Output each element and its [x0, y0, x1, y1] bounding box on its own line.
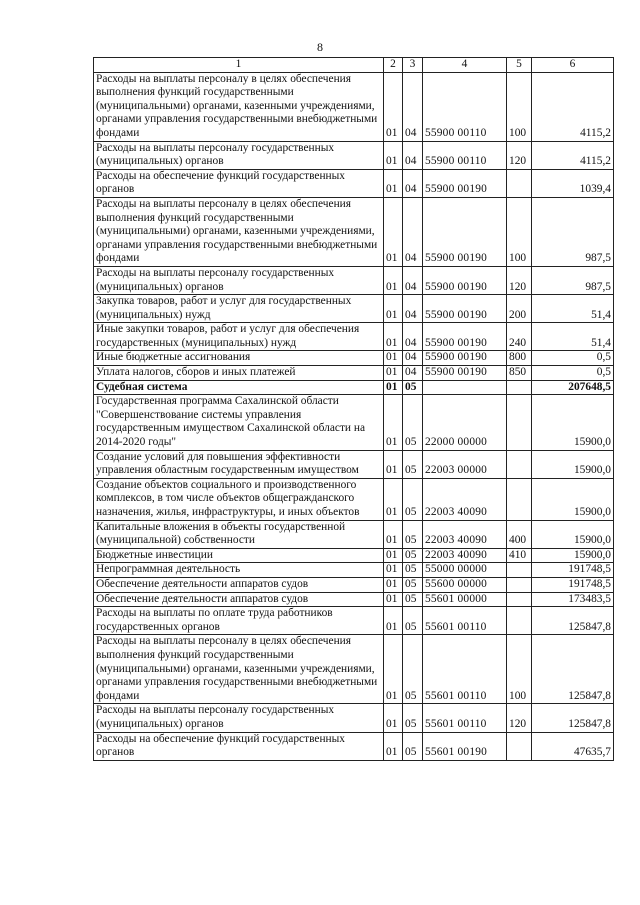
row-target-article-cell: 55601 00110: [423, 635, 507, 704]
row-expense-type-cell: 240: [507, 323, 532, 351]
row-expense-type-cell: [507, 395, 532, 450]
row-section-cell: 01: [384, 169, 403, 197]
row-expense-type-cell: [507, 450, 532, 478]
row-target-article-cell: 55601 00110: [423, 704, 507, 732]
row-name-cell: Создание объектов социального и производственного комплексов, в том числе объектов общегражданского назначения, жилья, инфраструктуры, и иных объектов: [94, 478, 384, 520]
row-section-cell: 01: [384, 577, 403, 592]
row-name-cell: Создание условий для повышения эффективности управления областным государственным имуществом: [94, 450, 384, 478]
table-row: [94, 72, 614, 141]
row-subsection-cell: 04: [403, 295, 423, 323]
column-header-name: 1: [94, 58, 384, 73]
row-expense-type-cell: 120: [507, 704, 532, 732]
row-expense-type-cell: 120: [507, 266, 532, 294]
row-subsection-cell: 05: [403, 577, 423, 592]
row-target-article-cell: 55900 00190: [423, 351, 507, 366]
table-row: [94, 351, 614, 366]
row-section-cell: 01: [384, 395, 403, 450]
row-subsection-cell: 05: [403, 395, 423, 450]
row-expense-type-cell: 100: [507, 635, 532, 704]
row-section-cell: 01: [384, 141, 403, 169]
column-header-expense-type: 5: [507, 58, 532, 73]
table-header-row: [94, 58, 614, 73]
row-section-cell: 01: [384, 351, 403, 366]
table-row: [94, 366, 614, 381]
row-name-cell: Бюджетные инвестиции: [94, 548, 384, 563]
row-target-article-cell: 55601 00110: [423, 607, 507, 635]
row-amount-cell: 51,4: [532, 323, 614, 351]
row-section-cell: 01: [384, 450, 403, 478]
row-expense-type-cell: 120: [507, 141, 532, 169]
row-target-article-cell: 22003 40090: [423, 520, 507, 548]
row-name-cell: Расходы на обеспечение функций государственных органов: [94, 732, 384, 760]
table-row: [94, 704, 614, 732]
row-section-cell: 01: [384, 520, 403, 548]
row-section-cell: 01: [384, 266, 403, 294]
row-amount-cell: 4115,2: [532, 72, 614, 141]
table-row: [94, 380, 614, 395]
row-subsection-cell: 04: [403, 366, 423, 381]
row-name-cell: Расходы на выплаты по оплате труда работников государственных органов: [94, 607, 384, 635]
column-header-target-article: 4: [423, 58, 507, 73]
row-name-cell: Уплата налогов, сборов и иных платежей: [94, 366, 384, 381]
row-section-cell: 01: [384, 548, 403, 563]
row-amount-cell: 47635,7: [532, 732, 614, 760]
table-row: [94, 520, 614, 548]
row-name-cell: Расходы на выплаты персоналу в целях обеспечения выполнения функций государственными (муниципальными) органами, казенными учреждениями, органами управления государственными внебюджетными фондами: [94, 72, 384, 141]
row-subsection-cell: 05: [403, 563, 423, 578]
row-section-cell: 01: [384, 366, 403, 381]
table-row: [94, 395, 614, 450]
row-expense-type-cell: 800: [507, 351, 532, 366]
row-section-cell: 01: [384, 323, 403, 351]
row-name-cell: Расходы на выплаты персоналу государственных (муниципальных) органов: [94, 266, 384, 294]
row-expense-type-cell: [507, 478, 532, 520]
row-target-article-cell: 55900 00190: [423, 323, 507, 351]
row-target-article-cell: 55900 00190: [423, 366, 507, 381]
row-name-cell: Обеспечение деятельности аппаратов судов: [94, 577, 384, 592]
column-header-subsection: 3: [403, 58, 423, 73]
row-target-article-cell: 55900 00190: [423, 266, 507, 294]
row-amount-cell: 0,5: [532, 351, 614, 366]
row-subsection-cell: 05: [403, 520, 423, 548]
row-expense-type-cell: [507, 169, 532, 197]
row-name-cell: Иные бюджетные ассигнования: [94, 351, 384, 366]
row-expense-type-cell: [507, 577, 532, 592]
row-name-cell: Расходы на выплаты персоналу государственных (муниципальных) органов: [94, 704, 384, 732]
table-row: [94, 197, 614, 266]
row-expense-type-cell: 100: [507, 72, 532, 141]
table-row: [94, 266, 614, 294]
table-row: [94, 169, 614, 197]
row-name-cell: Иные закупки товаров, работ и услуг для обеспечения государственных (муниципальных) нужд: [94, 323, 384, 351]
row-expense-type-cell: 400: [507, 520, 532, 548]
page-number: 8: [317, 40, 323, 54]
row-amount-cell: 4115,2: [532, 141, 614, 169]
row-amount-cell: 173483,5: [532, 592, 614, 607]
row-target-article-cell: [423, 380, 507, 395]
row-expense-type-cell: 200: [507, 295, 532, 323]
row-target-article-cell: 22003 00000: [423, 450, 507, 478]
table-row: [94, 592, 614, 607]
row-amount-cell: 15900,0: [532, 520, 614, 548]
row-name-cell: Расходы на обеспечение функций государственных органов: [94, 169, 384, 197]
row-amount-cell: 207648,5: [532, 380, 614, 395]
row-expense-type-cell: 410: [507, 548, 532, 563]
table-row: [94, 141, 614, 169]
row-subsection-cell: 05: [403, 478, 423, 520]
row-target-article-cell: 55600 00000: [423, 577, 507, 592]
table-row: [94, 548, 614, 563]
row-target-article-cell: 55000 00000: [423, 563, 507, 578]
row-section-cell: 01: [384, 478, 403, 520]
row-target-article-cell: 55601 00190: [423, 732, 507, 760]
row-name-cell: Расходы на выплаты персоналу в целях обеспечения выполнения функций государственными (муниципальными) органами, казенными учреждениями, органами управления государственными внебюджетными фондами: [94, 197, 384, 266]
row-target-article-cell: 55900 00110: [423, 72, 507, 141]
row-name-cell: Непрограммная деятельность: [94, 563, 384, 578]
row-name-cell: Расходы на выплаты персоналу государственных (муниципальных) органов: [94, 141, 384, 169]
row-subsection-cell: 05: [403, 635, 423, 704]
table-row: [94, 577, 614, 592]
row-expense-type-cell: [507, 563, 532, 578]
row-expense-type-cell: 100: [507, 197, 532, 266]
row-name-cell: Обеспечение деятельности аппаратов судов: [94, 592, 384, 607]
row-target-article-cell: 55900 00190: [423, 295, 507, 323]
table-row: [94, 295, 614, 323]
row-section-cell: 01: [384, 563, 403, 578]
row-section-cell: 01: [384, 607, 403, 635]
row-section-cell: 01: [384, 295, 403, 323]
row-target-article-cell: 55900 00190: [423, 169, 507, 197]
row-section-cell: 01: [384, 704, 403, 732]
row-expense-type-cell: 850: [507, 366, 532, 381]
budget-table: [93, 57, 614, 761]
row-subsection-cell: 04: [403, 141, 423, 169]
table-row: [94, 635, 614, 704]
row-section-cell: 01: [384, 635, 403, 704]
row-amount-cell: 125847,8: [532, 607, 614, 635]
row-amount-cell: 1039,4: [532, 169, 614, 197]
row-subsection-cell: 05: [403, 732, 423, 760]
table-row: [94, 607, 614, 635]
row-target-article-cell: 55900 00110: [423, 141, 507, 169]
column-header-amount: 6: [532, 58, 614, 73]
row-subsection-cell: 04: [403, 169, 423, 197]
row-section-cell: 01: [384, 592, 403, 607]
row-amount-cell: 51,4: [532, 295, 614, 323]
row-target-article-cell: 22000 00000: [423, 395, 507, 450]
row-name-cell: Закупка товаров, работ и услуг для государственных (муниципальных) нужд: [94, 295, 384, 323]
row-expense-type-cell: [507, 607, 532, 635]
row-amount-cell: 191748,5: [532, 563, 614, 578]
row-expense-type-cell: [507, 380, 532, 395]
row-name-cell: Капитальные вложения в объекты государственной (муниципальной) собственности: [94, 520, 384, 548]
row-amount-cell: 15900,0: [532, 478, 614, 520]
row-subsection-cell: 04: [403, 197, 423, 266]
row-section-cell: 01: [384, 732, 403, 760]
row-target-article-cell: 55900 00190: [423, 197, 507, 266]
row-subsection-cell: 05: [403, 592, 423, 607]
row-subsection-cell: 04: [403, 72, 423, 141]
row-amount-cell: 191748,5: [532, 577, 614, 592]
row-amount-cell: 987,5: [532, 266, 614, 294]
row-subsection-cell: 05: [403, 607, 423, 635]
row-section-cell: 01: [384, 197, 403, 266]
row-section-cell: 01: [384, 380, 403, 395]
row-subsection-cell: 04: [403, 266, 423, 294]
row-target-article-cell: 22003 40090: [423, 478, 507, 520]
row-subsection-cell: 04: [403, 351, 423, 366]
row-amount-cell: 15900,0: [532, 450, 614, 478]
table-row: [94, 450, 614, 478]
row-amount-cell: 0,5: [532, 366, 614, 381]
table-row: [94, 323, 614, 351]
row-amount-cell: 15900,0: [532, 395, 614, 450]
row-subsection-cell: 05: [403, 450, 423, 478]
row-subsection-cell: 05: [403, 380, 423, 395]
row-subsection-cell: 05: [403, 704, 423, 732]
row-expense-type-cell: [507, 732, 532, 760]
row-amount-cell: 125847,8: [532, 635, 614, 704]
row-expense-type-cell: [507, 592, 532, 607]
table-row: [94, 732, 614, 760]
row-amount-cell: 125847,8: [532, 704, 614, 732]
row-name-cell: Расходы на выплаты персоналу в целях обеспечения выполнения функций государственными (муниципальными) органами, казенными учреждениями, органами управления государственными внебюджетными фондами: [94, 635, 384, 704]
row-subsection-cell: 04: [403, 323, 423, 351]
column-header-section: 2: [384, 58, 403, 73]
table-row: [94, 563, 614, 578]
row-name-cell: Судебная система: [94, 380, 384, 395]
row-name-cell: Государственная программа Сахалинской области "Совершенствование системы управления государственным имуществом Сахалинской области на 2014-2020 годы": [94, 395, 384, 450]
row-target-article-cell: 55601 00000: [423, 592, 507, 607]
row-subsection-cell: 05: [403, 548, 423, 563]
row-target-article-cell: 22003 40090: [423, 548, 507, 563]
row-amount-cell: 987,5: [532, 197, 614, 266]
row-section-cell: 01: [384, 72, 403, 141]
row-amount-cell: 15900,0: [532, 548, 614, 563]
table-row: [94, 478, 614, 520]
